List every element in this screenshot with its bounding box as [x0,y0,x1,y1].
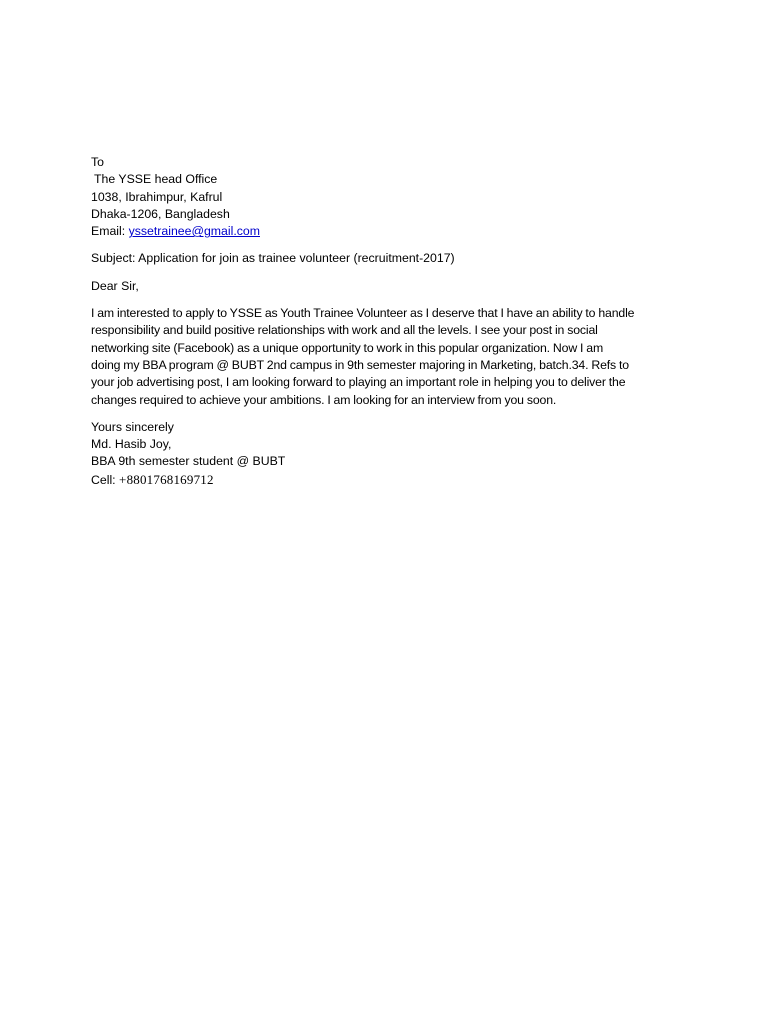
address-line-2: Dhaka-1206, Bangladesh [91,206,230,221]
email-line [91,223,691,240]
body-line: responsibility and build positive relationships with work and all the levels. I see your post in social [91,323,598,338]
email-label: Email: [91,224,126,239]
body-paragraph [91,305,691,409]
sender-title: BBA 9th semester student @ BUBT [91,454,286,469]
letter [91,154,691,499]
body-line: I am interested to apply to YSSE as Youth Trainee Volunteer as I deserve that I have an ability to handle [91,306,635,321]
body-line: networking site (Facebook) as a unique opportunity to work in this popular organization. Now I am [91,340,604,355]
salutation-block [91,278,691,295]
subject-line: Subject: Application for join as trainee volunteer (recruitment-2017) [91,251,455,266]
office-name: The YSSE head Office [94,172,218,187]
sender-name: Md. Hasib Joy, [91,437,172,452]
to-line: To [91,155,104,169]
cell-number: +8801768169712 [119,471,214,487]
email-link[interactable]: yssetrainee@gmail.com [128,224,260,239]
subject-block [91,250,691,267]
closing-block [91,419,691,489]
address-line-1: 1038, Ibrahimpur, Kafrul [91,189,223,204]
body-line: changes required to achieve your ambitions. I am looking for an interview from you soon. [91,392,557,407]
sign-off: Yours sincerely [91,419,174,434]
body-line: doing my BBA program @ BUBT 2nd campus in 9th semester majoring in Marketing, batch.34. Refs to [91,357,629,372]
cell-label: Cell: [91,472,116,487]
salutation: Dear Sir, [91,278,139,293]
body-line: your job advertising post, I am looking forward to playing an important role in helping you to deliver the [91,375,626,390]
recipient-block [91,154,691,240]
cell-line [91,471,691,489]
